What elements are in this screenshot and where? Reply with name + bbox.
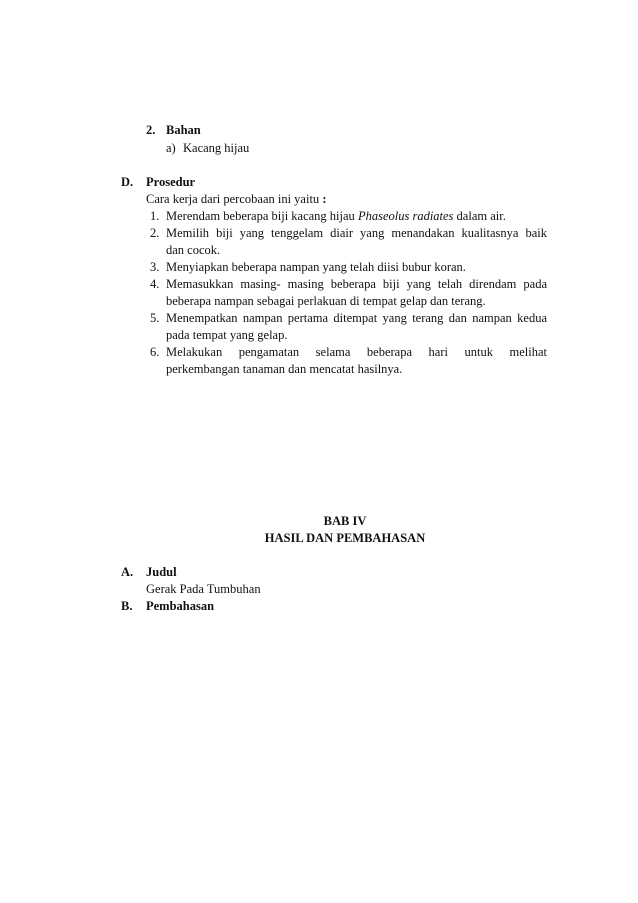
step-text-line: perkembangan tanaman dan mencatat hasilnya. [166,362,403,376]
prosedur-intro-text: Cara kerja dari percobaan ini yaitu [146,192,320,206]
step-text-line: Menempatkan nampan pertama ditempat yang terang dan nampan kedua [166,311,547,325]
judul-text: Gerak Pada Tumbuhan [146,582,261,596]
chapter-number: BAB IV [323,514,367,528]
step-text-line: beberapa nampan sebagai perlakuan di tempat gelap dan terang. [166,294,486,308]
step-text [166,208,506,225]
bahan-item-marker: a) [166,141,176,155]
step-text-pre: Merendam beberapa biji kacang hijau [166,209,358,223]
bahan-heading: Bahan [166,123,201,137]
step-number: 5. [150,311,160,325]
step-number: 3. [150,260,160,274]
prosedur-intro-colon: : [322,192,327,206]
step-text-line: Memasukkan masing- masing beberapa biji yang telah direndam pada [166,277,547,291]
pembahasan-heading: Pembahasan [146,599,215,613]
bahan-number: 2. [146,123,156,137]
judul-marker: A. [121,565,134,579]
step-number: 6. [150,345,160,359]
step-text-line: Menyiapkan beberapa nampan yang telah diisi bubur koran. [166,260,466,274]
step-text-line: pada tempat yang gelap. [166,328,288,342]
pembahasan-marker: B. [121,599,133,613]
step-number: 2. [150,226,160,240]
judul-heading: Judul [146,565,177,579]
prosedur-intro [146,191,326,208]
prosedur-heading: Prosedur [146,175,196,189]
step-text-post: dalam air. [453,209,506,223]
bahan-item-text: Kacang hijau [183,141,250,155]
step-text-line: dan cocok. [166,243,221,257]
species-name: Phaseolus radiates [357,209,454,223]
step-number: 1. [150,209,160,223]
step-number: 4. [150,277,160,291]
step-text-line: Melakukan pengamatan selama beberapa hari untuk melihat [166,345,547,359]
step-text-line: Memilih biji yang tenggelam diair yang menandakan kualitasnya baik [166,226,547,240]
chapter-title: HASIL DAN PEMBAHASAN [264,531,426,545]
prosedur-marker: D. [121,175,134,189]
